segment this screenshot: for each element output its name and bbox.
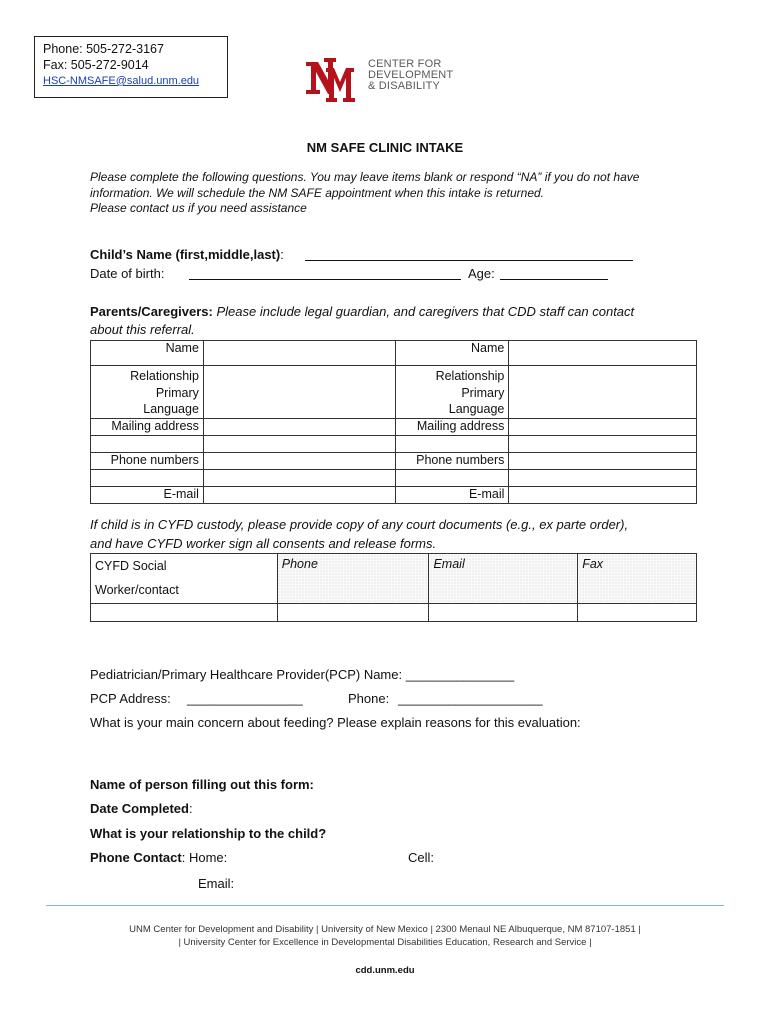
primary-label: Primary xyxy=(155,385,199,400)
date-completed-label: Date Completed xyxy=(90,801,189,816)
pcp-address-field[interactable]: ________________ xyxy=(187,691,303,706)
cyfd-email-header: Email xyxy=(429,554,578,604)
cyfd-table xyxy=(90,553,697,622)
form-title: NM SAFE CLINIC INTAKE xyxy=(306,140,464,155)
cell-input[interactable] xyxy=(509,435,697,452)
date-completed-colon: : xyxy=(188,801,193,816)
relationship-label: Relationship xyxy=(130,369,199,383)
pcp-name-row xyxy=(90,667,514,682)
cyfd-note-1: If child is in CYFD custody, please provide copy of any court documents (e.g., ex parte order), xyxy=(90,517,629,532)
cell-input[interactable] xyxy=(509,452,697,469)
footer-divider xyxy=(46,905,724,906)
child-name-field[interactable] xyxy=(305,260,633,261)
cyfd-worker-cell xyxy=(91,554,278,604)
unm-logo-icon xyxy=(304,54,364,102)
footer-address-1: UNM Center for Development and Disability | University of New Mexico | 2300 Menaul NE Albuquerque, NM 87107-1851 | xyxy=(129,924,641,935)
parents-note-2: about this referral. xyxy=(90,322,195,337)
intro-line-1: Please complete the following questions. You may leave items blank or respond “NA” if you do not have xyxy=(90,170,640,184)
cell-input[interactable] xyxy=(509,341,697,366)
intro-line-3: Please contact us if you need assistance xyxy=(90,201,307,215)
pcp-phone-field[interactable]: ____________________ xyxy=(398,691,543,706)
child-name-label: Child’s Name (first,middle,last) xyxy=(90,247,281,262)
logo-line-2: DEVELOPMENT xyxy=(368,69,454,81)
parents-row-relationship xyxy=(91,366,697,419)
cell-label: Name xyxy=(91,341,204,366)
parents-row-mailing-2 xyxy=(91,435,697,452)
cell-input[interactable] xyxy=(203,469,396,486)
cell-label: Name xyxy=(396,341,509,366)
logo-line-3: & DISABILITY xyxy=(368,80,441,92)
cell-input[interactable] xyxy=(203,486,396,503)
cell-label: Mailing address xyxy=(91,418,204,435)
cell-input[interactable] xyxy=(277,604,429,622)
dob-label: Date of birth: xyxy=(90,266,165,281)
logo-line-1: CENTER FOR xyxy=(368,58,442,70)
age-field[interactable] xyxy=(500,279,608,280)
cell-input[interactable] xyxy=(509,418,697,435)
cell-blank xyxy=(91,469,204,486)
cell-input[interactable] xyxy=(203,435,396,452)
cell-label: E-mail xyxy=(91,486,204,503)
cyfd-input-row xyxy=(91,604,697,622)
cell-blank xyxy=(396,469,509,486)
cell-input[interactable] xyxy=(429,604,578,622)
contact-phone: Phone: 505-272-3167 xyxy=(43,42,164,56)
cyfd-header-row xyxy=(91,554,697,604)
dob-field[interactable] xyxy=(189,279,461,280)
footer-address-2: | University Center for Excellence in Developmental Disabilities Education, Research and Service | xyxy=(178,937,592,948)
cell-input[interactable] xyxy=(578,604,697,622)
cyfd-fax-header: Fax xyxy=(578,554,697,604)
parents-table xyxy=(90,340,697,504)
cell-label: Phone numbers xyxy=(396,452,509,469)
cyfd-worker-label-1: CYFD Social xyxy=(95,559,167,573)
cell-input[interactable] xyxy=(203,452,396,469)
parents-row-name xyxy=(91,341,697,366)
unm-cdd-logo xyxy=(304,54,476,104)
parents-heading-row xyxy=(90,304,634,319)
contact-box xyxy=(34,36,228,98)
cell-input[interactable] xyxy=(509,486,697,503)
intro-line-2: information. We will schedule the NM SAFE appointment when this intake is returned. xyxy=(90,185,544,200)
contact-email-link[interactable]: HSC-NMSAFE@salud.unm.edu xyxy=(43,75,200,87)
parents-row-email xyxy=(91,486,697,503)
age-label: Age: xyxy=(468,266,495,281)
cell-blank xyxy=(396,435,509,452)
phone-contact-row xyxy=(90,850,227,865)
cell-input[interactable] xyxy=(203,341,396,366)
cyfd-worker-label-2: Worker/contact xyxy=(95,583,179,597)
parents-row-mailing xyxy=(91,418,697,435)
contact-fax: Fax: 505-272-9014 xyxy=(43,58,149,72)
footer-website[interactable]: cdd.unm.edu xyxy=(355,965,415,976)
parents-note: Please include legal guardian, and caregivers that CDD staff can contact xyxy=(216,304,635,319)
cell-label xyxy=(91,366,204,419)
cell-label: Phone numbers xyxy=(91,452,204,469)
phone-home-label: : Home: xyxy=(181,850,228,865)
primary-label: Primary xyxy=(461,385,505,400)
feeding-concern-question: What is your main concern about feeding? Please explain reasons for this evaluation: xyxy=(90,715,581,730)
cell-blank xyxy=(91,435,204,452)
date-completed-row xyxy=(90,801,193,816)
cell-input[interactable] xyxy=(91,604,278,622)
parents-row-phone xyxy=(91,452,697,469)
intro-text xyxy=(90,170,690,217)
parents-heading: Parents/Caregivers: xyxy=(90,304,213,319)
relationship-question: What is your relationship to the child? xyxy=(90,826,327,841)
cyfd-phone-header: Phone xyxy=(277,554,429,604)
parents-row-phone-2 xyxy=(91,469,697,486)
cell-label: Mailing address xyxy=(396,418,509,435)
child-name-colon: : xyxy=(280,247,284,262)
cell-label xyxy=(396,366,509,419)
filler-email-label: Email: xyxy=(198,876,235,891)
pcp-name-field[interactable]: _______________ xyxy=(405,667,515,682)
cell-input[interactable] xyxy=(203,418,396,435)
logo-wordmark xyxy=(368,59,453,92)
pcp-name-label: Pediatrician/Primary Healthcare Provider(PCP) Name: xyxy=(90,667,403,682)
cell-label: E-mail xyxy=(396,486,509,503)
child-name-row xyxy=(90,247,284,262)
cyfd-note-2: and have CYFD worker sign all consents and release forms. xyxy=(90,536,437,551)
cell-input[interactable] xyxy=(509,366,697,419)
cell-input[interactable] xyxy=(509,469,697,486)
phone-cell-label: Cell: xyxy=(408,850,435,865)
phone-contact-label: Phone Contact xyxy=(90,850,182,865)
language-label: Language xyxy=(143,402,199,416)
pcp-address-label: PCP Address: xyxy=(90,691,171,706)
cell-input[interactable] xyxy=(203,366,396,419)
language-label: Language xyxy=(448,402,505,416)
pcp-phone-label: Phone: xyxy=(348,691,390,706)
relationship-label: Relationship xyxy=(435,369,505,383)
filler-name-label: Name of person filling out this form: xyxy=(90,777,314,792)
